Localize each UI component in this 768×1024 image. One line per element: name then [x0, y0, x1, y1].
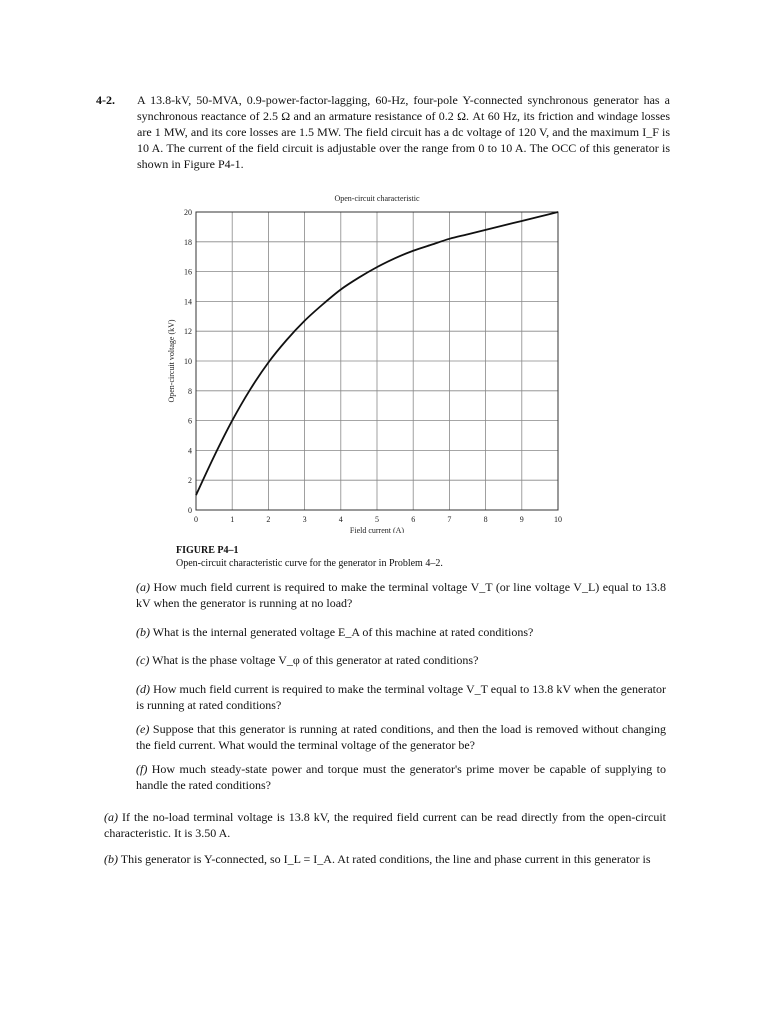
problem-text: A 13.8-kV, 50-MVA, 0.9-power-factor-lagging, 60-Hz, four-pole Y-connected synchronous generator has a synchronous reactance of 2.5 Ω and an armature resistance of 0.2 Ω. At 60 Hz, its friction and windage losses are 1 MW, and its core losses are 1.5 MW. The field circuit has a dc voltage of 120 V, and the maximum I_F is 10 A. The current of the field circuit is adjustable over the range from 0 to 10 A. The OCC of this generator is shown in Figure P4-1. — [137, 93, 670, 171]
y-tick-label: 10 — [184, 357, 192, 366]
question-label: (b) — [136, 625, 150, 639]
question-text: How much field current is required to make the terminal voltage V_T (or line voltage V_L) equal to 13.8 kV when the generator is running at no load? — [136, 580, 666, 610]
x-tick-label: 0 — [194, 515, 198, 524]
y-tick-label: 14 — [184, 297, 192, 307]
y-tick-label: 6 — [188, 416, 192, 426]
x-tick-label: 9 — [519, 515, 524, 524]
x-tick-label: 4 — [338, 515, 343, 524]
x-tick-label: 6 — [411, 515, 416, 524]
answer-a — [104, 809, 666, 841]
problem-number: 4-2. — [96, 93, 115, 107]
y-axis-label: Open-circuit voltage (kV) — [167, 319, 176, 403]
question-label: (a) — [136, 580, 150, 594]
y-tick-label: 16 — [184, 267, 192, 277]
x-tick-label: 2 — [266, 515, 271, 524]
y-tick-label: 4 — [188, 446, 192, 456]
question-a — [136, 579, 666, 611]
x-tick-label: 5 — [375, 515, 379, 524]
question-text: How much field current is required to make the terminal voltage V_T equal to 13.8 kV when the generator is running at rated conditions? — [136, 682, 666, 712]
question-c — [136, 652, 666, 668]
question-text: How much steady-state power and torque must the generator's prime mover be capable of supplying to handle the rated conditions? — [136, 762, 666, 792]
question-f — [136, 761, 666, 793]
y-tick-label: 20 — [184, 208, 192, 217]
y-tick-label: 12 — [184, 327, 192, 337]
y-tick-label: 18 — [184, 237, 192, 247]
question-d — [136, 681, 666, 713]
occ-chart — [160, 188, 580, 533]
question-text: What is the phase voltage V_φ of this generator at rated conditions? — [152, 653, 479, 667]
figure-caption-text: Open-circuit characteristic curve for the generator in Problem 4–2. — [176, 558, 443, 569]
answer-text: If the no-load terminal voltage is 13.8 kV, the required field current can be read directly from the open-circuit characteristic. It is 3.50 A. — [104, 810, 666, 840]
figure-title: FIGURE P4–1 — [176, 545, 239, 556]
x-tick-label: 7 — [447, 515, 452, 524]
question-e — [136, 721, 666, 753]
question-b — [136, 624, 666, 640]
x-tick-label: 3 — [302, 515, 307, 524]
y-tick-label: 2 — [188, 476, 192, 486]
x-tick-label: 1 — [230, 515, 235, 524]
answer-label: (b) — [104, 852, 118, 866]
x-tick-label: 10 — [554, 515, 562, 524]
figure-caption — [176, 544, 443, 570]
answer-b — [104, 851, 666, 867]
question-label: (d) — [136, 682, 150, 696]
question-label: (f) — [136, 762, 148, 776]
x-axis-label: Field current (A) — [349, 526, 405, 533]
answer-text: This generator is Y-connected, so I_L = I_A. At rated conditions, the line and phase current in this generator is — [120, 852, 651, 866]
y-tick-label: 0 — [188, 506, 192, 515]
y-tick-label: 8 — [188, 386, 192, 396]
occ-chart-svg — [160, 188, 580, 533]
x-tick-label: 8 — [483, 515, 488, 524]
question-label: (e) — [136, 722, 150, 736]
question-text: Suppose that this generator is running at rated conditions, and then the load is removed without changing the field current. What would the terminal voltage of the generator be? — [136, 722, 667, 752]
question-label: (c) — [136, 653, 150, 667]
chart-title: Open-circuit characteristic — [334, 194, 420, 203]
question-text: What is the internal generated voltage E_A of this machine at rated conditions? — [152, 625, 534, 639]
answer-label: (a) — [104, 810, 118, 824]
